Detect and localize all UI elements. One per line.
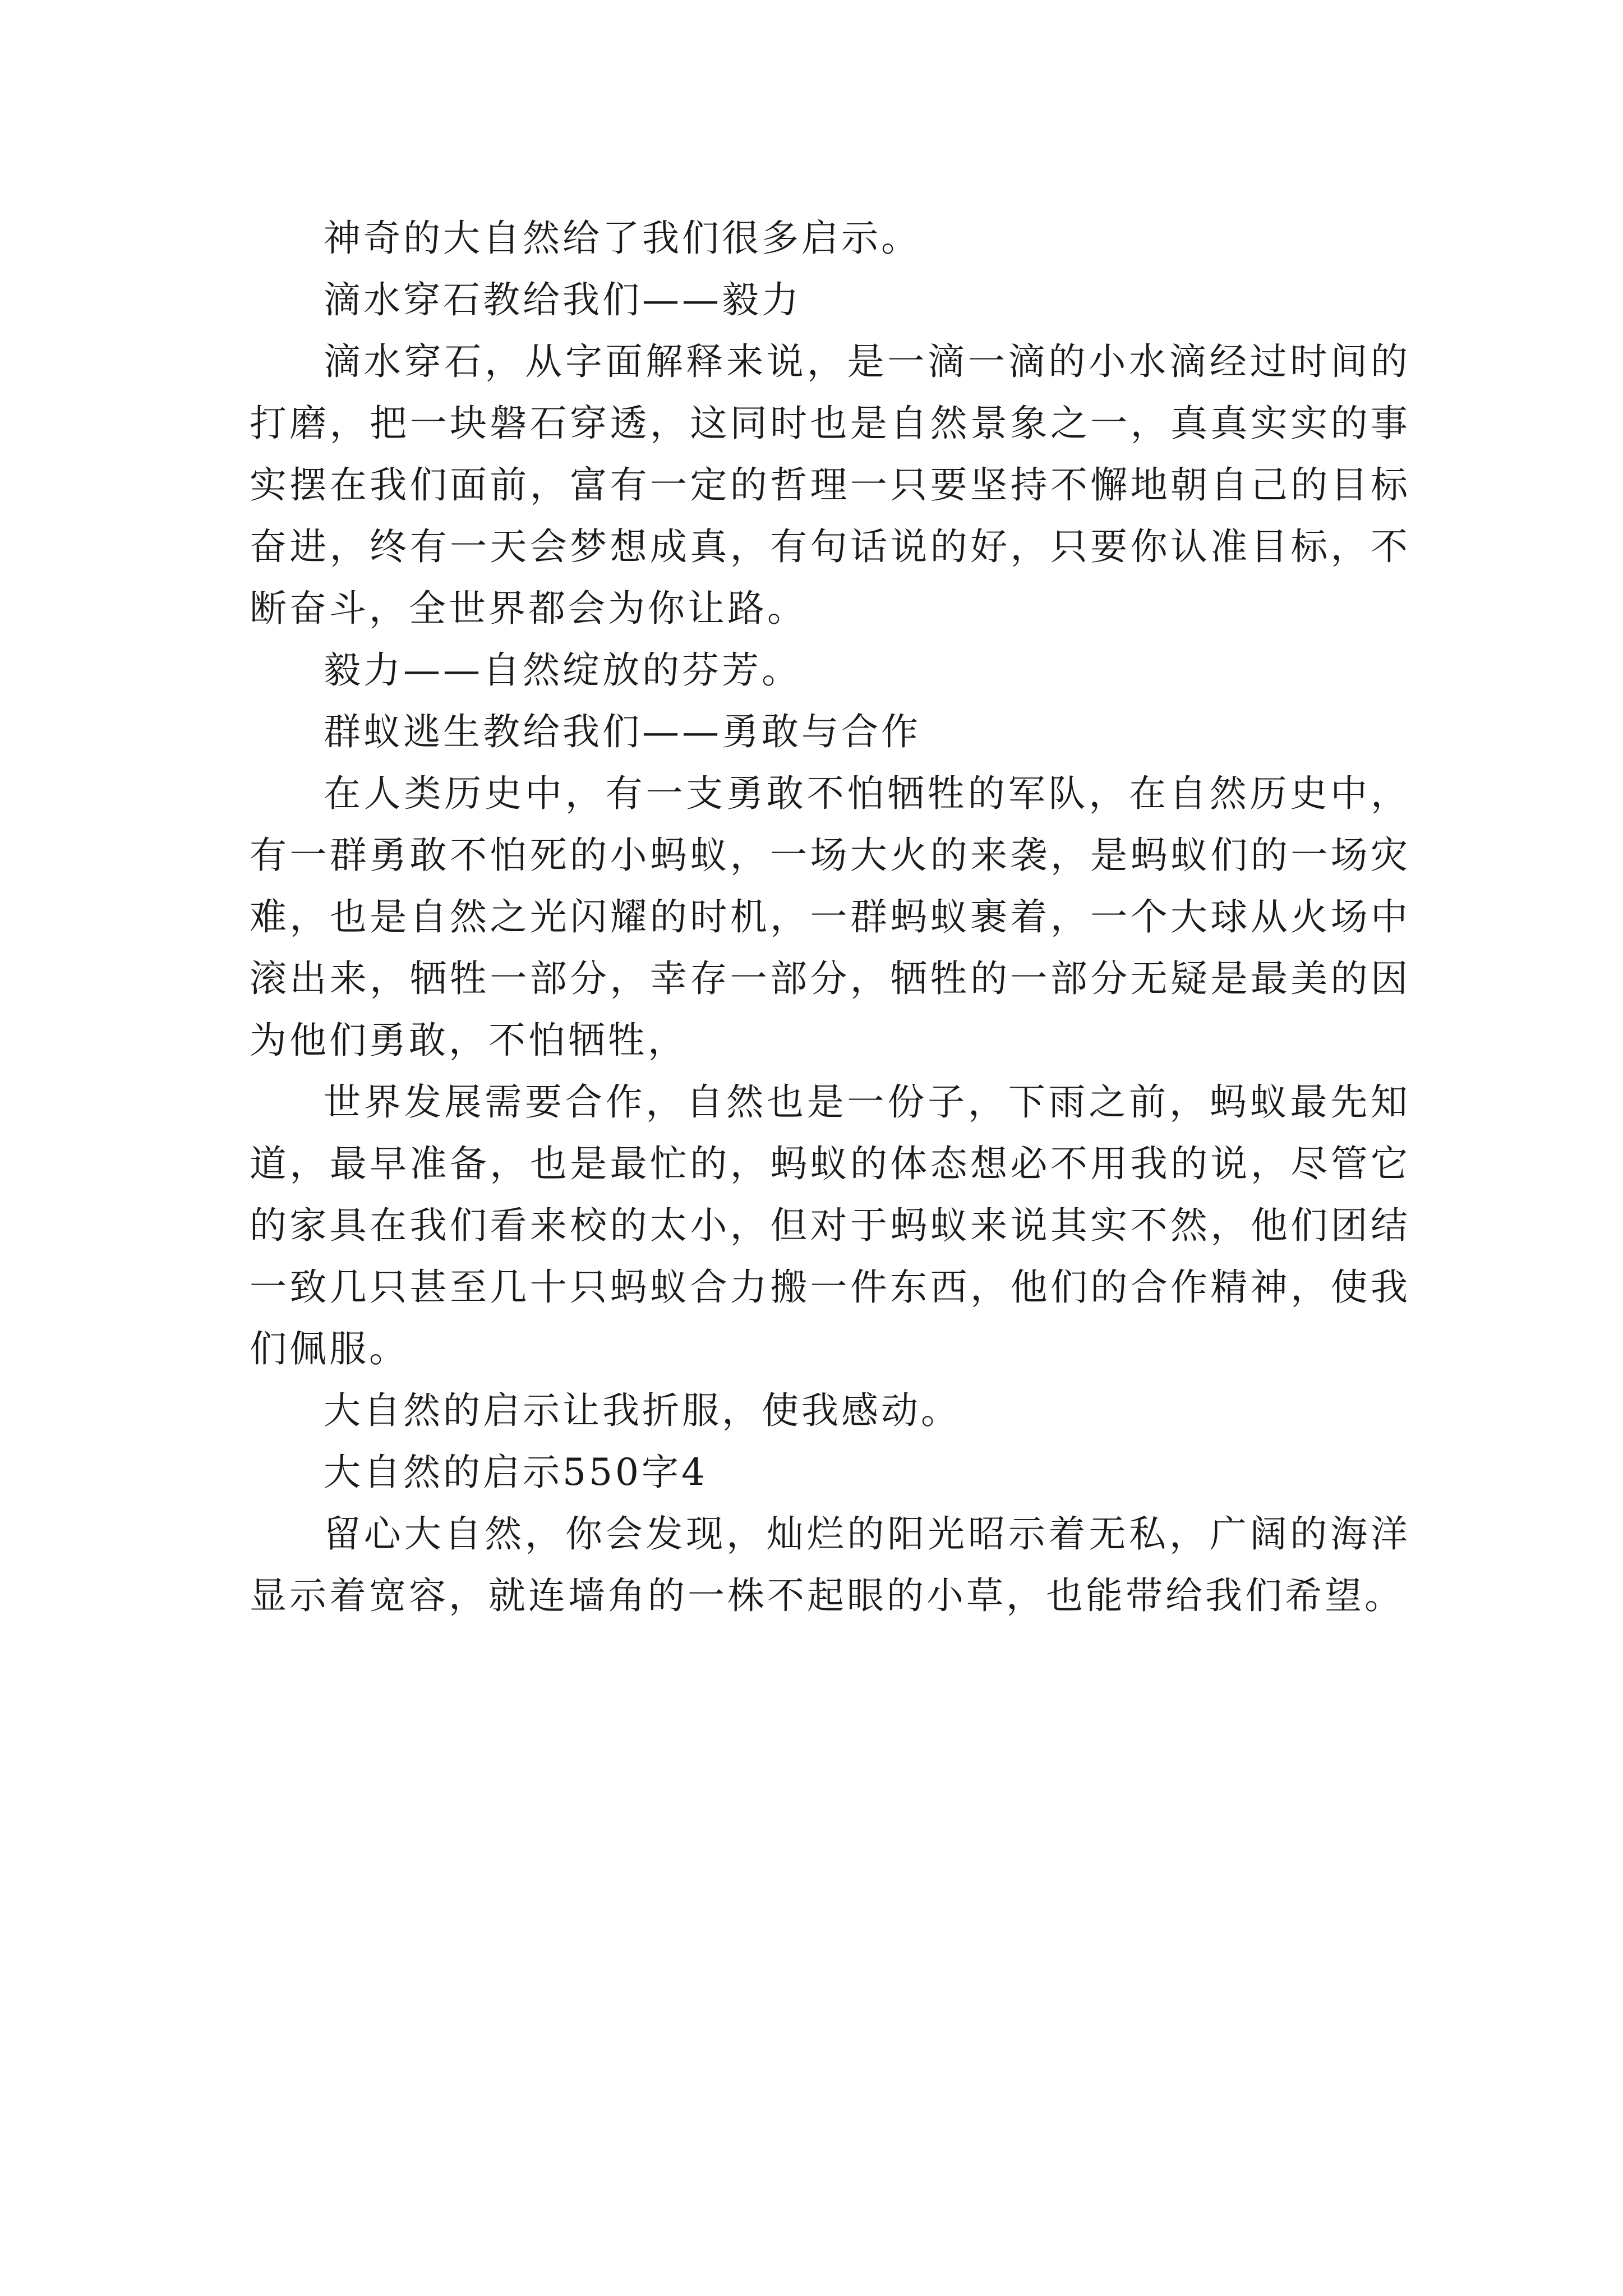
paragraph-water-drop: 滴水穿石，从字面解释来说，是一滴一滴的小水滴经过时间的打磨，把一块磐石穿透，这同时也是自然景象之一，真真实实的事实摆在我们面前，富有一定的哲理一只要坚持不懈地朝自己的目标奋进，终有一天会梦想成真，有句话说的好，只要你认准目标，不断奋斗，全世界都会为你让路。	[250, 340, 1410, 630]
paragraph-intro: 神奇的大自然给了我们很多启示。	[324, 217, 921, 260]
document-body	[250, 208, 1410, 1627]
paragraph-observe-nature: 留心大自然，你会发现，灿烂的阳光昭示着无私，广阔的海洋显示着宽容，就连墙角的一株不起眼的小草，也能带给我们希望。	[250, 1512, 1410, 1617]
paragraph-conclusion: 大自然的启示让我折服，使我感动。	[324, 1389, 961, 1432]
essay-title: 大自然的启示550字4	[324, 1451, 708, 1494]
section-heading-courage-cooperation: 群蚁逃生教给我们——勇敢与合作	[324, 710, 921, 753]
paragraph-ant-escape: 在人类历史中，有一支勇敢不怕牺牲的军队，在自然历史中，有一群勇敢不怕死的小蚂蚁，一场大火的来袭，是蚂蚁们的一场灾难，也是自然之光闪耀的时机，一群蚂蚁裹着，一个大球从火场中滚出来，牺牲一部分，幸存一部分，牺牲的一部分无疑是最美的因为他们勇敢，不怕牺牲，	[250, 772, 1410, 1062]
paragraph-ant-cooperation: 世界发展需要合作，自然也是一份子，下雨之前，蚂蚁最先知道，最早准备，也是最忙的，蚂蚁的体态想必不用我的说，尽管它的家具在我们看来校的太小，但对于蚂蚁来说其实不然，他们团结一致几只甚至几十只蚂蚁合力搬一件东西，他们的合作精神，使我们佩服。	[250, 1080, 1410, 1370]
section-heading-perseverance: 滴水穿石教给我们——毅力	[324, 278, 801, 321]
paragraph-perseverance-summary: 毅力——自然绽放的芬芳。	[324, 648, 801, 692]
